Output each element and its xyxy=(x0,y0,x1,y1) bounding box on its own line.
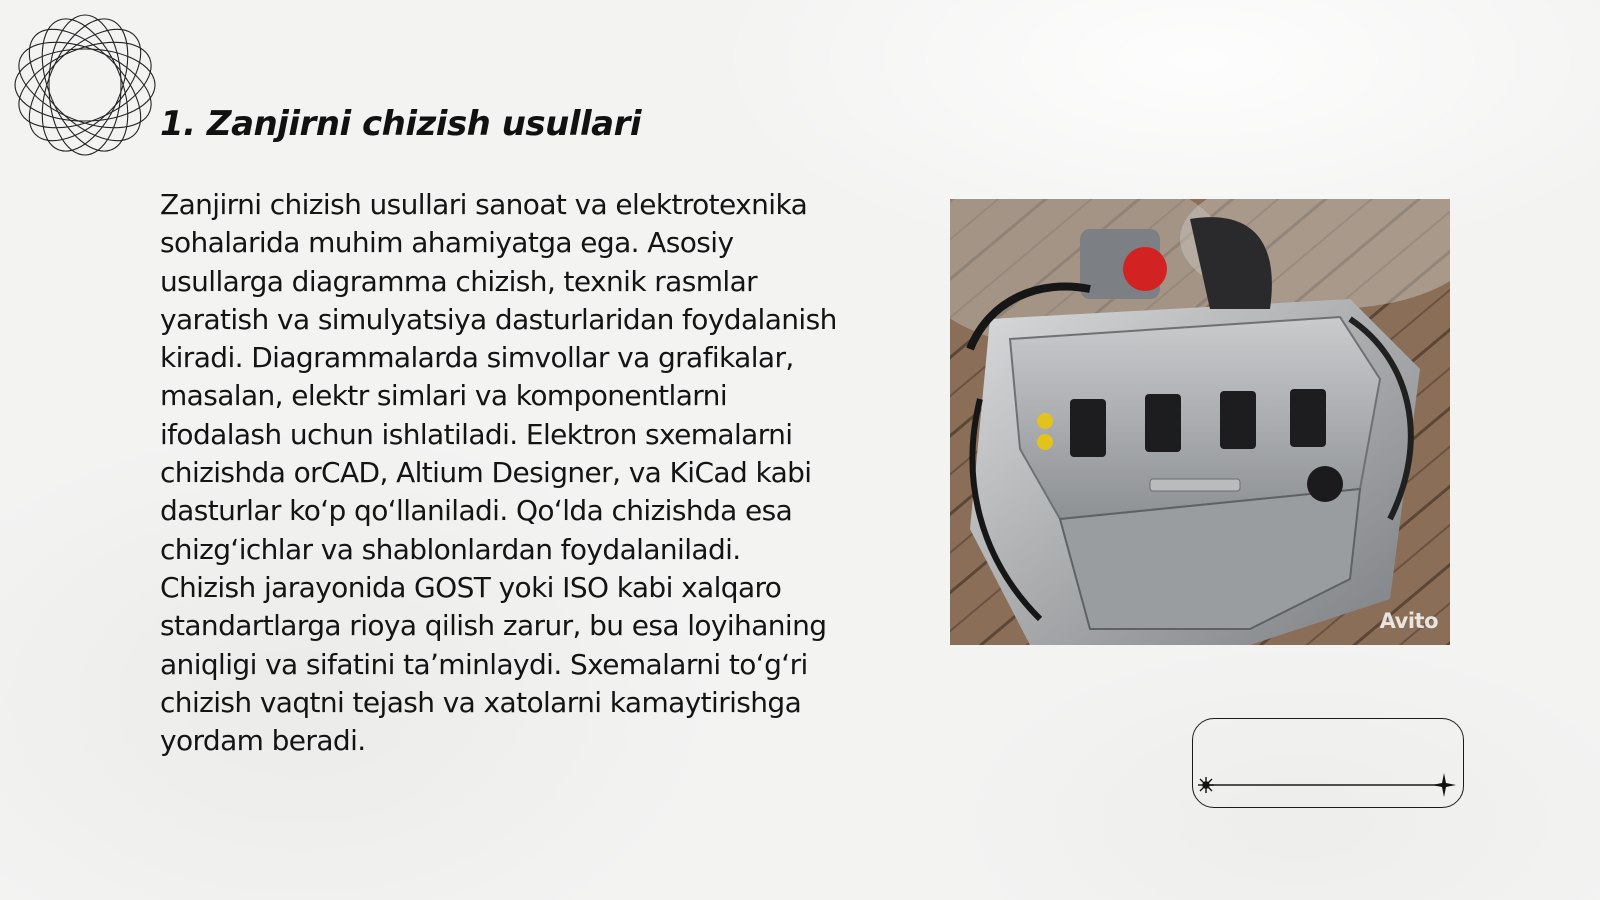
four-point-star-icon xyxy=(1432,773,1456,797)
decorative-line xyxy=(1188,770,1468,800)
engine-photo xyxy=(950,199,1450,645)
orbit-rings-icon xyxy=(10,10,160,160)
body-paragraph: Zanjirni chizish usullari sanoat va elektrotexnika sohalarida muhim ahamiyatga ega. Asosiy usullarga diagramma chizish, texnik rasmlar yaratish va simulyatsiya dasturlaridan foydalanish kiradi. Diagrammalarda simvollar va grafikalar, masalan, elektr simlari va komponentlarni ifodalash uchun ishlatiladi. Elektron sxemalarni chizishda orCAD, Altium Designer, va KiCad kabi dasturlar koʻp qoʻllaniladi. Qoʻlda chizishda esa chizgʻichlar va shablonlardan foydalaniladi. Chizish jarayonida GOST yoki ISO kabi xalqaro standartlarga rioya qilish zarur, bu esa loyihaning aniqligi va sifatini taʼminlaydi. Sxemalarni toʻgʻri chizish vaqtni tejash va xatolarni kamaytirishga yordam beradi. xyxy=(160,188,837,758)
sparkle-icon xyxy=(1198,777,1214,793)
slide-title: 1. Zanjirni chizish usullari xyxy=(160,104,642,144)
photo-watermark: Avito xyxy=(1379,609,1438,633)
